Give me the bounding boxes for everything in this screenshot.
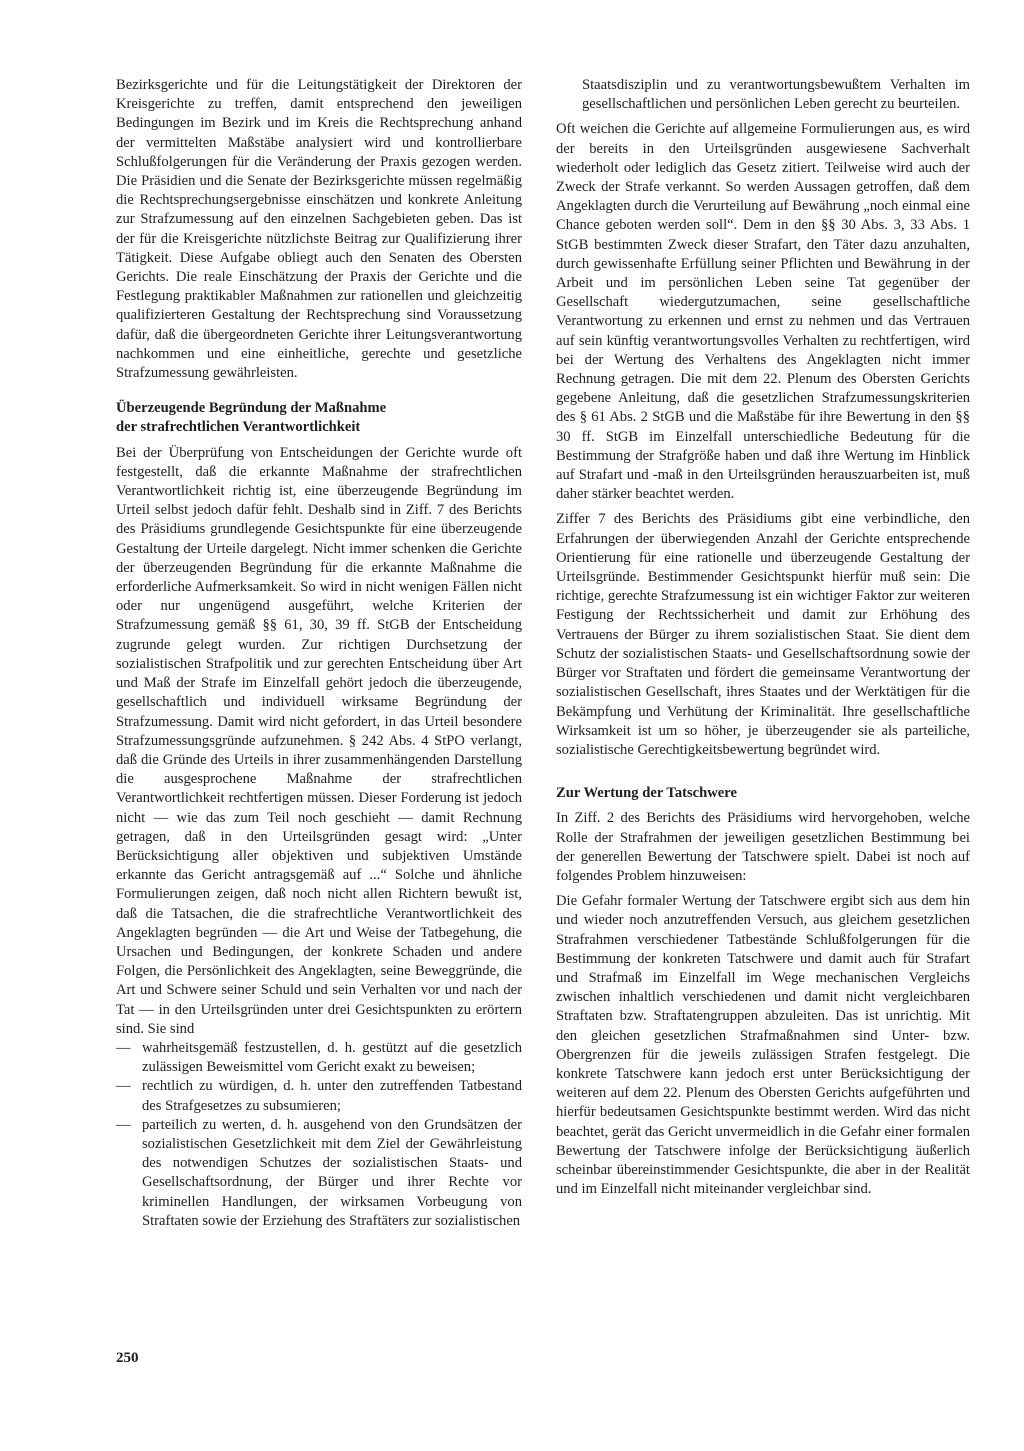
dash-bullet: — <box>116 1116 131 1133</box>
list-item-text: rechtlich zu würdigen, d. h. unter den zutreffenden Tatbestand des Strafgesetzes zu subsumieren; <box>142 1078 522 1114</box>
section-heading: Zur Wertung der Tatschwere <box>556 785 737 802</box>
paragraph: Oft weichen die Gerichte auf allgemeine Formulierungen aus, es wird der bereits in den Urteilsgründen ausgewiesene Sachverhalt wiederholt oder lediglich das Gesetz zitiert. Teilweise wird auch der Zweck der Strafe verkannt. So werden Aussagen getroffen, daß dem Angeklagten durch die Verurteilung auf Bewährung „noch einmal eine Chance geboten werden soll“. Dem in den §§ 30 Abs. 3, 33 Abs. 1 StGB bestimmten Zweck dieser Strafart, den Täter dazu anzuhalten, durch gewissenhafte Erfüllung seiner Pflichten und Bewährung in der Arbeit und im persönlichen Leben seine Tat gegenüber der Gesellschaft wiedergutzumachen, seine gesellschaftliche Verantwortung zu erkennen und ernst zu nehmen und das Vertrauen auf sein künftig verantwortungsvolles Verhalten zu rechtfertigen, wird bei der Wertung des Verhaltens des Angeklagten nicht immer Rechnung getragen. Die mit dem 22. Plenum des Obersten Gerichts gegebene Anleitung, daß die gesetzlichen Strafzumessungskriterien des § 61 Abs. 2 StGB und die Maßstäbe für ihre Bewertung in den §§ 30 ff. StGB im Einzelfall unterschiedliche Bedeutung für die Bestimmung der Strafgröße haben und daß ihre Wertung im Hinblick auf Strafart und -maß in den Urteilsgründen herauszuarbeiten ist, muß daher stärker beachtet werden. <box>556 121 970 503</box>
list-item <box>116 1039 522 1077</box>
list-item <box>116 1116 522 1231</box>
list-item <box>116 1077 522 1115</box>
list-item-continuation: Staatsdisziplin und zu verantwortungsbewußtem Verhalten im gesellschaftlichen und persönlichen Leben gerecht zu beurteilen. <box>582 77 970 113</box>
dash-bullet: — <box>116 1078 131 1095</box>
section-heading-line: Überzeugende Begründung der Maßnahme <box>116 400 387 417</box>
list-item-text: wahrheitsgemäß festzustellen, d. h. gestützt auf die gesetzlich zulässigen Beweismittel vom Gericht exakt zu beweisen; <box>142 1039 522 1076</box>
paragraph: Bezirksgerichte und für die Leitungstätigkeit der Direktoren der Kreisgerichte zu treffen, damit entsprechend den jeweiligen Bedingungen im Bezirk und im Kreis die Rechtsprechung anhand der vermittelten Maßstäbe analysiert wird und kontrollierbare Schlußfolgerungen für die Veränderung der Praxis gezogen werden. Die Präsidien und die Senate der Bezirksgerichte müssen regelmäßig die Rechtsprechungsergebnisse einschätzen und konkrete Anleitung zur Strafzumessung auf den einzelnen Sachgebieten geben. Das ist der für die Kreisgerichte nützlichste Beitrag zur Qualifizierung ihrer Tätigkeit. Diese Aufgabe obliegt auch den Senaten des Obersten Gerichts. Die reale Einschätzung der Praxis der Gerichte und die Festlegung praktikabler Maßnahmen zur rationellen und gleichzeitig qualifizierteren Gestaltung der Rechtsprechung sind Voraussetzung dafür, daß die übergeordneten Gerichte ihrer Leitungsverantwortung nachkommen und eine einheitliche, gerechte und gesetzliche Strafzumessung gewährleisten. <box>116 77 522 382</box>
dash-bullet: — <box>116 1039 131 1056</box>
section-heading-line: der strafrechtlichen Verantwortlichkeit <box>116 419 361 436</box>
right-column <box>556 76 970 1199</box>
paragraph: In Ziff. 2 des Berichts des Präsidiums wird hervorgehoben, welche Rolle der Strafrahmen der jeweiligen gesetzlichen Bestimmung bei der generellen Bewertung der Tatschwere spielt. Dabei ist noch auf folgendes Problem hinzuweisen: <box>556 810 970 884</box>
section-heading <box>116 399 522 437</box>
paragraph: Die Gefahr formaler Wertung der Tatschwere ergibt sich aus dem hin und wieder noch anzutreffenden Versuch, aus gleichem gesetzlichen Strafrahmen verschiedener Tatbestände Schlußfolgerungen für die Bestimmung der konkreten Tatschwere und damit auch für Strafart und Strafmaß im Einzelfall im Wege mechanischen Vergleichs zwischen inhaltlich verschiedenen und damit nicht vergleichbaren Straftaten bzw. Straftatengruppen abzuleiten. Das ist unrichtig. Mit den gleichen gesetzlichen Strafmaßnahmen sind Unter- bzw. Obergrenzen für die jeweils zulässigen Strafen festgelegt. Die konkrete Tatschwere kann jedoch erst unter Berücksichtigung der weiteren auf dem 22. Plenum des Obersten Gerichts aufgeführten und hierfür bedeutsamen Gesichtspunkte bestimmt werden. Wird das nicht beachtet, gerät das Gericht unvermeidlich in die Gefahr einer formalen Bewertung der Tatschwere infolge der Berücksichtigung äußerlich scheinbar übereinstimmender Gesichtspunkte, die aber in der Realität und im Einzelfall nicht miteinander vergleichbar sind. <box>556 893 970 1198</box>
paragraph: Bei der Überprüfung von Entscheidungen der Gerichte wurde oft festgestellt, daß die erkannte Maßnahme der strafrechtlichen Verantwortlichkeit richtig ist, eine überzeugende Begründung im Urteil selbst jedoch dafür fehlt. Deshalb sind in Ziff. 7 des Berichts des Präsidiums grundlegende Gesichtspunkte für eine überzeugende Gestaltung der Urteile dargelegt. Nicht immer schenken die Gerichte der überzeugenden Begründung für die erkannte Maßnahme die erforderliche Aufmerksamkeit. So wird in nicht wenigen Fällen nicht oder nur ungenügend ausgeführt, welche Kriterien der Strafzumessung gemäß §§ 61, 30, 39 ff. StGB der Entscheidung zugrunde gelegt wurden. Zur richtigen Durchsetzung der sozialistischen Strafpolitik und zur gerechten Entscheidung über Art und Maß der Strafe im Einzelfall gehört jedoch die überzeugende, gesellschaftlich und individuell wirksame Begründung der Strafzumessung. Damit wird nicht gefordert, in das Urteil besondere Strafzumessungsgründe aufzunehmen. § 242 Abs. 4 StPO verlangt, daß die Gründe des Urteils in ihrer zusammenhängenden Darstellung die ausgesprochene Maßnahme der strafrechtlichen Verantwortlichkeit rechtfertigen müssen. Dieser Forderung ist jedoch nicht — wie das zum Teil noch geschieht — damit Rechnung getragen, daß in den Urteilsgründen gesagt wird: „Unter Berücksichtigung aller objektiven und subjektiven Umstände erkannte das Gericht antragsgemäß auf ...“ Solche und ähnliche Formulierungen zeigen, daß noch nicht allen Richtern bewußt ist, daß die Tatsachen, die die strafrechtliche Verantwortlichkeit des Angeklagten begründen — die Art und Weise der Tatbegehung, die Ursachen und Bedingungen, der konkrete Schaden und andere Folgen, die Persönlichkeit des Angeklagten, seine Beweggründe, die Art und Schwere seiner Schuld und sein Verhalten vor und nach der Tat — in den Urteilsgründen unter drei Gesichtspunkten zu erörtern sind. Sie sind <box>116 444 522 1037</box>
left-column <box>116 76 522 1231</box>
list-item-text: parteilich zu werten, d. h. ausgehend von den Grundsätzen der sozialistischen Gesetzlichkeit mit dem Ziel der Gewährleistung des notwendigen Schutzes der sozialistischen Staats- und Gesellschaftsordnung, der Bürger und ihrer Rechte vor kriminellen Handlungen, der wirksamen Vorbeugung von Straftaten sowie der Erziehung des Straftäters zur sozialistischen <box>142 1116 522 1229</box>
page-number: 250 <box>116 1350 139 1366</box>
paragraph: Ziffer 7 des Berichts des Präsidiums gibt eine verbindliche, den Erfahrungen der überwiegenden Anzahl der Gerichte entsprechende Orientierung für eine rationelle und überzeugende Gestaltung der Urteilsgründe. Bestimmender Gesichtspunkt hierfür muß sein: Die richtige, gerechte Strafzumessung ist ein wichtiger Faktor zur weiteren Festigung der Rechtssicherheit und damit zur Erhöhung des Vertrauens der Bürger zu ihrem sozialistischen Staat. Sie dient dem Schutz der sozialistischen Staats- und Gesellschaftsordnung sowie der Bürger vor Straftaten und fördert die gemeinsame Verantwortung der sozialistischen Gesellschaft, ihres Staates und der Werktätigen für die Bekämpfung und Verhütung der Kriminalität. Ihre gesellschaftliche Wirksamkeit ist um so höher, je überzeugender sie als parteiliche, sozialistische Gerechtigkeitsbewertung begründet wird. <box>556 511 970 758</box>
dash-list <box>116 1039 522 1231</box>
